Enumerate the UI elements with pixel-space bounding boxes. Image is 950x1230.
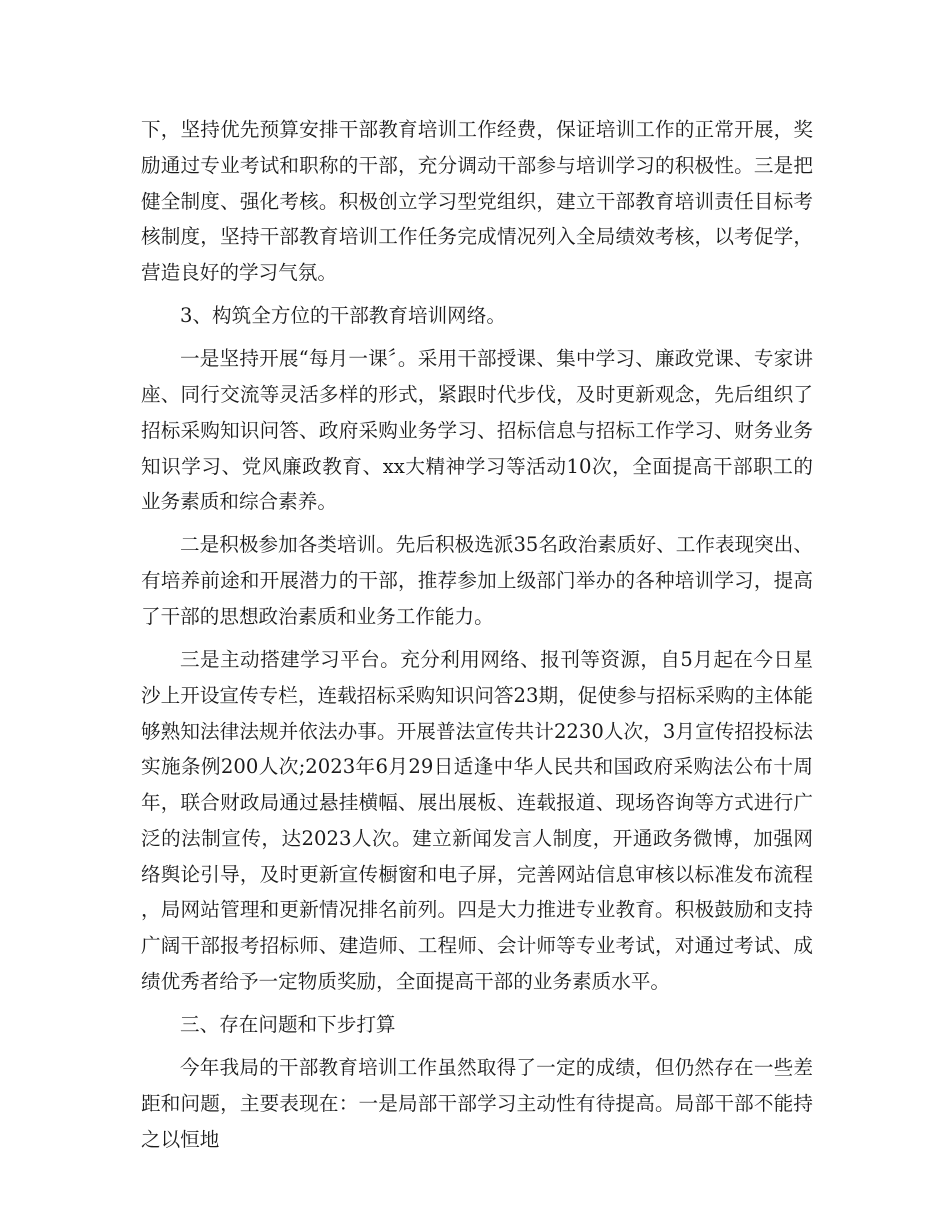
paragraph-learning-platform: 三是主动搭建学习平台。充分利用网络、报刊等资源，自5月起在今日星沙上开设宣传专栏，连载招标采购知识问答23期，促使参与招标采购的主体能够熟知法律法规并依法办事。开展普法宣传共计2230人次，3月宣传招投标法实施条例200人次;2023年6月29日适逢中华人民共和国政府采购法公布十周年，联合财政局通过悬挂横幅、展出展板、连载报道、现场咨询等方式进行广泛的法制宣传，达2023人次。建立新闻发言人制度，开通政务微博，加强网络舆论引导，及时更新宣传橱窗和电子屏，完善网站信息审核以标准发布流程，局网站管理和更新情况排名前列。四是大力推进专业教育。积极鼓励和支持广阔干部报考招标师、建造师、工程师、会计师等专业考试，对通过考试、成绩优秀者给予一定物质奖励，全面提高干部的业务素质水平。: [141, 647, 813, 994]
paragraph-problems-summary: 今年我局的干部教育培训工作虽然取得了一定的成绩，但仍然存在一些差距和问题，主要表现在：一是局部干部学习主动性有待提高。局部干部不能持之以恒地: [141, 1056, 813, 1151]
paragraph-heading-training-network: 3、构筑全方位的干部教育培训网络。: [180, 304, 506, 328]
paragraph-continuation: 下，坚持优先预算安排干部教育培训工作经费，保证培训工作的正常开展，奖励通过专业考试和职称的干部，充分调动干部参与培训学习的积极性。三是把健全制度、强化考核。积极创立学习型党组织，建立干部教育培训责任目标考核制度，坚持干部教育培训工作任务完成情况列入全局绩效考核，以考促学，营造良好的学习气氛。: [141, 118, 813, 285]
paragraph-training-participation: 二是积极参加各类培训。先后积极选派35名政治素质好、工作表现突出、有培养前途和开展潜力的干部，推荐参加上级部门举办的各种培训学习，提高了干部的思想政治素质和业务工作能力。: [141, 533, 813, 628]
paragraph-monthly-lesson: 一是坚持开展“每月一课〞。采用干部授课、集中学习、廉政党课、专家讲座、同行交流等灵活多样的形式，紧跟时代步伐，及时更新观念，先后组织了招标采购知识问答、政府采购业务学习、招标信息与招标工作学习、财务业务知识学习、党风廉政教育、xx大精神学习等活动10次，全面提高干部职工的业务素质和综合素养。: [141, 347, 813, 514]
document-page: [141, 112, 813, 1165]
paragraph-heading-problems: 三、存在问题和下步打算: [180, 1013, 396, 1037]
